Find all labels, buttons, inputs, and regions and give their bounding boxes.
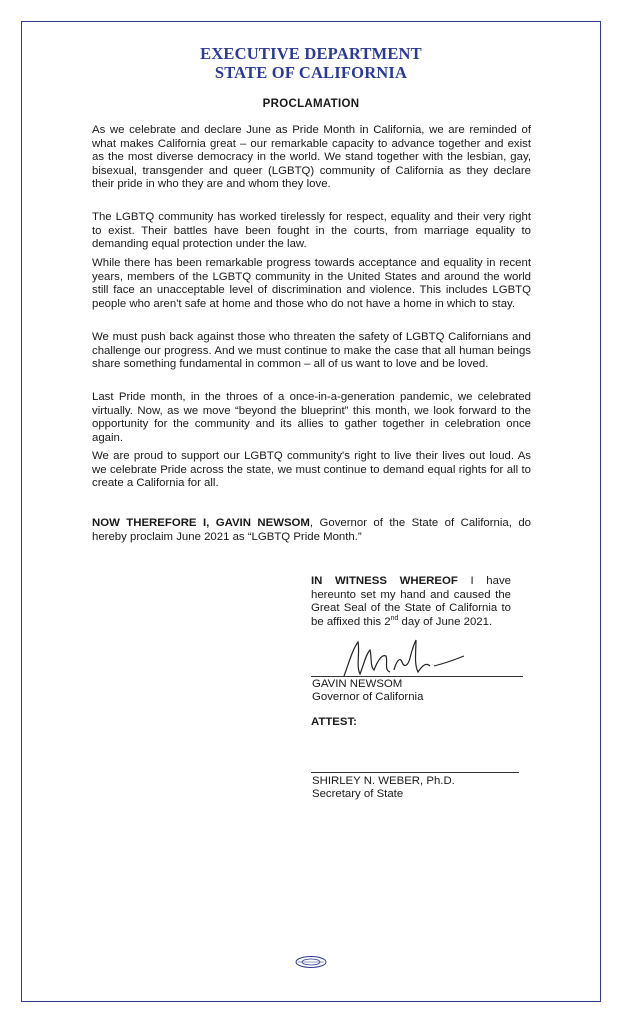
governor-signature-line <box>311 676 523 677</box>
department-heading: EXECUTIVE DEPARTMENT <box>200 44 422 63</box>
paragraph-6: We are proud to support our LGBTQ community's right to live their lives out loud. As we celebrate Pride across the state, we must continue to demand equal rights for all to create a California for all. <box>92 450 531 489</box>
governor-title: Governor of California <box>312 691 424 703</box>
day-suffix: nd <box>390 614 399 622</box>
witness-clause <box>311 575 511 629</box>
paragraph-1: As we celebrate and declare June as Pride Month in California, we are reminded of what makes California great – our remarkable capacity to advance together and exist as the most diverse democracy in the world. We stand together with the lesbian, gay, bisexual, transgender and queer (LGBTQ) community of California as they declare their pride in who they are and whom they love. <box>92 124 531 190</box>
proclaim-bold: NOW THEREFORE I, GAVIN NEWSOM <box>92 517 310 529</box>
proclaim-text: , Governor of the State of California, do hereby proclaim June 2021 as “LGBTQ Pride Month.” <box>92 517 531 543</box>
paragraph-5: Last Pride month, in the throes of a once-in-a-generation pandemic, we celebrated virtually. Now, as we move “beyond the blueprint” this month, we look forward to the opportunity for the community and its allies to gather together in celebration once again. <box>92 391 531 444</box>
paragraph-2: The LGBTQ community has worked tirelessly for respect, equality and their very right to exist. Their battles have been fought in the courts, from marriage equality to demanding equal protection under the law. <box>92 211 531 250</box>
attest-label: ATTEST: <box>311 716 357 728</box>
secretary-signature-line <box>311 772 519 773</box>
document-title: PROCLAMATION <box>262 98 360 110</box>
witness-bold: IN WITNESS WHEREOF <box>311 575 458 587</box>
union-bug-icon <box>294 955 328 969</box>
governor-name: GAVIN NEWSOM <box>312 678 403 690</box>
secretary-title: Secretary of State <box>312 788 404 800</box>
paragraph-4: We must push back against those who threaten the safety of LGBTQ Californians and challenge our progress. And we must continue to make the case that all human beings share something fundamental in common – all of us want to love and be loved. <box>92 331 531 370</box>
secretary-name: SHIRLEY N. WEBER, Ph.D. <box>312 775 455 787</box>
witness-text-end: day of June 2021. <box>398 615 493 628</box>
state-heading: STATE OF CALIFORNIA <box>214 63 408 82</box>
proclamation-statement <box>92 517 531 544</box>
paragraph-3: While there has been remarkable progress towards acceptance and equality in recent years, members of the LGBTQ community in the United States and around the world still face an unacceptable level of discrimination and violence. This includes LGBTQ people who aren't safe at home and those who do not have a home in which to stay. <box>92 257 531 310</box>
witness-text: I have hereunto set my hand and caused the Great Seal of the State of California to be affixed this 2 <box>311 575 511 628</box>
